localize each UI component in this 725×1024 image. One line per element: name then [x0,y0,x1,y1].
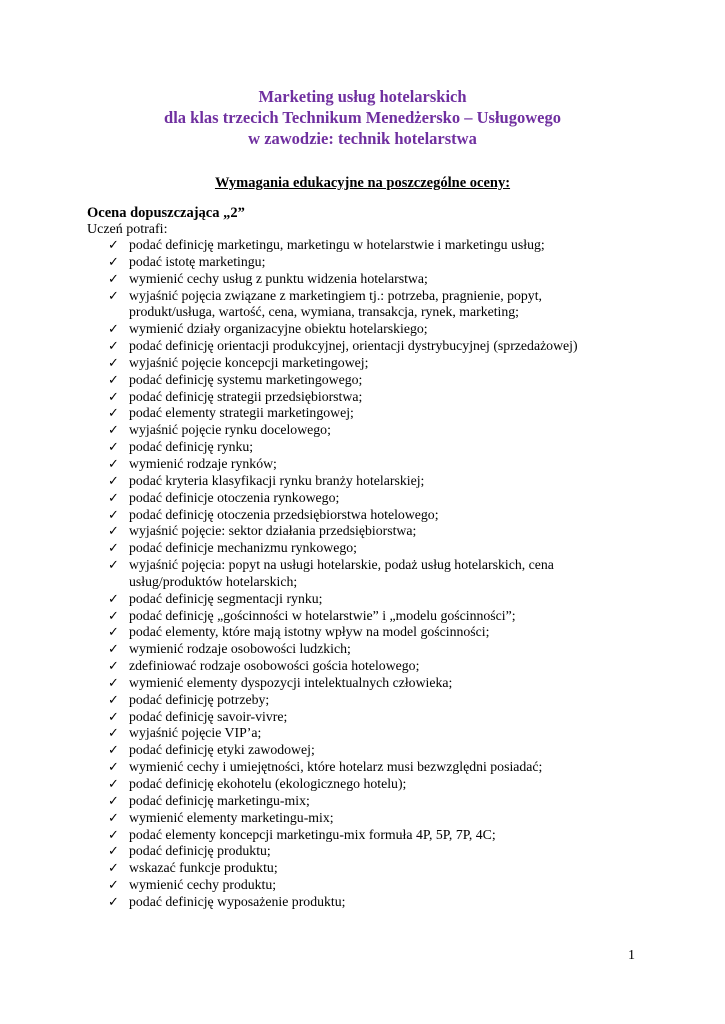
checkmark-icon: ✓ [108,843,119,859]
checkmark-icon: ✓ [108,809,119,825]
list-item-text: podać elementy, które mają istotny wpływ na model gościnności; [129,624,490,640]
list-item-text: wymienić rodzaje rynków; [129,455,277,471]
list-item-text: podać istotę marketingu; [129,253,266,269]
list-item [108,793,628,810]
checkmark-icon: ✓ [108,893,119,909]
list-item-text: podać elementy strategii marketingowej; [129,405,354,421]
checkmark-icon: ✓ [108,439,119,455]
list-item [108,271,628,288]
checkmark-icon: ✓ [108,472,119,488]
list-item [108,843,628,860]
list-item-text: podać definicję etyki zawodowej; [129,742,315,758]
checkmark-icon: ✓ [108,725,119,741]
checkmark-icon: ✓ [108,708,119,724]
list-item [108,608,628,625]
checkmark-icon: ✓ [108,826,119,842]
list-item [108,456,628,473]
checkmark-icon: ✓ [108,321,119,337]
checkmark-icon: ✓ [108,674,119,690]
list-item-text: podać definicję marketingu, marketingu w hotelarstwie i marketingu usług; [129,237,545,252]
list-item [108,591,628,608]
checkmark-icon: ✓ [108,641,119,657]
checkmark-icon: ✓ [108,237,119,252]
list-item-text: podać definicję systemu marketingowego; [129,371,363,387]
list-item-text: wyjaśnić pojęcie koncepcji marketingowej; [129,354,369,370]
list-item-text: podać definicję savoir-vivre; [129,708,288,724]
checkmark-icon: ✓ [108,253,119,269]
checkmark-icon: ✓ [108,624,119,640]
list-item-text: wymienić cechy i umiejętności, które hotelarz musi bezwzględni posiadać; [129,759,543,775]
list-item-text: podać definicje otoczenia rynkowego; [129,489,340,505]
checkmark-icon: ✓ [108,776,119,791]
checkmark-icon: ✓ [108,590,119,606]
list-item [108,725,628,742]
list-item [108,810,628,827]
list-item [108,372,628,389]
list-item [108,658,628,675]
grade-heading: Ocena dopuszczająca „2” [87,205,245,221]
list-item [108,675,628,692]
list-item [108,709,628,726]
list-item [108,557,628,591]
list-item [108,422,628,439]
title-line-2: dla klas trzecich Technikum Menedżersko – Usługowego [164,108,561,127]
list-item-text: zdefiniować rodzaje osobowości gościa hotelowego; [129,658,420,674]
list-item [108,405,628,422]
list-item [108,759,628,776]
list-item-text: podać definicję wyposażenie produktu; [129,893,346,909]
list-item [108,490,628,507]
list-item-text: podać definicję potrzeby; [129,691,270,707]
list-item [108,641,628,658]
list-item [108,540,628,557]
checkmark-icon: ✓ [108,489,119,505]
requirements-list [108,237,628,911]
list-item-text: podać definicję ekohotelu (ekologicznego hotelu); [129,776,407,791]
checkmark-icon: ✓ [108,405,119,421]
checkmark-icon: ✓ [108,792,119,808]
list-item [108,860,628,877]
list-item [108,338,628,355]
checkmark-icon: ✓ [108,691,119,707]
checkmark-icon: ✓ [108,287,119,303]
list-item-text: wymienić cechy produktu; [129,877,277,893]
list-item [108,321,628,338]
checkmark-icon: ✓ [108,455,119,471]
list-item-text: podać elementy koncepcji marketingu-mix formuła 4P, 5P, 7P, 4C; [129,826,496,842]
list-item-text: podać definicję otoczenia przedsiębiorstwa hotelowego; [129,506,439,522]
list-item [108,692,628,709]
list-item-text: wyjaśnić pojęcia: popyt na usługi hotelarskie, podaż usług hotelarskich, cena usług/produktów hotelarskich; [129,557,554,589]
checkmark-icon: ✓ [108,523,119,539]
checkmark-icon: ✓ [108,742,119,758]
list-item-text: wyjaśnić pojęcie rynku docelowego; [129,422,331,438]
intro-text: Uczeń potrafi: [87,222,168,237]
checkmark-icon: ✓ [108,354,119,370]
list-item [108,776,628,793]
list-item [108,237,628,254]
list-item [108,742,628,759]
list-item [108,624,628,641]
list-item [108,894,628,911]
list-item-text: podać kryteria klasyfikacji rynku branży hotelarskiej; [129,472,425,488]
list-item-text: wymienić rodzaje osobowości ludzkich; [129,641,351,657]
checkmark-icon: ✓ [108,388,119,404]
list-item-text: wymienić działy organizacyjne obiektu hotelarskiego; [129,321,428,337]
list-item-text: podać definicje mechanizmu rynkowego; [129,540,357,556]
list-item-text: wymienić elementy marketingu-mix; [129,809,334,825]
list-item [108,473,628,490]
page-number: 1 [628,948,635,963]
requirements-heading: Wymagania edukacyjne na poszczególne oceny: [214,175,511,191]
list-item-text: wskazać funkcje produktu; [129,860,278,876]
list-item-text: wyjaśnić pojęcie: sektor działania przedsiębiorstwa; [129,523,417,539]
list-item [108,355,628,372]
checkmark-icon: ✓ [108,658,119,674]
title-line-1: Marketing usług hotelarskich [258,87,467,106]
list-item-text: podać definicję rynku; [129,439,254,455]
list-item-text: podać definicję produktu; [129,843,271,859]
list-item [108,254,628,271]
list-item-text: wymienić elementy dyspozycji intelektualnych człowieka; [129,674,453,690]
list-item-text: podać definicję „gościnności w hotelarstwie” i „modelu gościnności”; [129,607,516,623]
list-item [108,877,628,894]
list-item-text: wymienić cechy usług z punktu widzenia hotelarstwa; [129,270,428,286]
checkmark-icon: ✓ [108,540,119,556]
checkmark-icon: ✓ [108,877,119,893]
title-line-3: w zawodzie: technik hotelarstwa [248,129,477,148]
document-title [0,86,725,149]
checkmark-icon: ✓ [108,860,119,876]
list-item-text: wyjaśnić pojęcie VIP’a; [129,725,262,741]
list-item-text: podać definicję orientacji produkcyjnej, orientacji dystrybucyjnej (sprzedażowej) [129,338,578,354]
checkmark-icon: ✓ [108,506,119,522]
checkmark-icon: ✓ [108,371,119,387]
checkmark-icon: ✓ [108,607,119,623]
checkmark-icon: ✓ [108,270,119,286]
list-item-text: podać definicję strategii przedsiębiorstwa; [129,388,363,404]
list-item [108,439,628,456]
list-item [108,389,628,406]
list-item [108,288,628,322]
list-item [108,523,628,540]
list-item-text: podać definicję segmentacji rynku; [129,590,323,606]
checkmark-icon: ✓ [108,422,119,438]
list-item-text: wyjaśnić pojęcia związane z marketingiem tj.: potrzeba, pragnienie, popyt, produkt/usługa, wartość, cena, wymiana, transakcja, rynek, marketing; [129,287,542,320]
list-item [108,827,628,844]
checkmark-icon: ✓ [108,759,119,775]
list-item [108,507,628,524]
checkmark-icon: ✓ [108,338,119,354]
checkmark-icon: ✓ [108,557,119,573]
list-item-text: podać definicję marketingu-mix; [129,792,310,808]
